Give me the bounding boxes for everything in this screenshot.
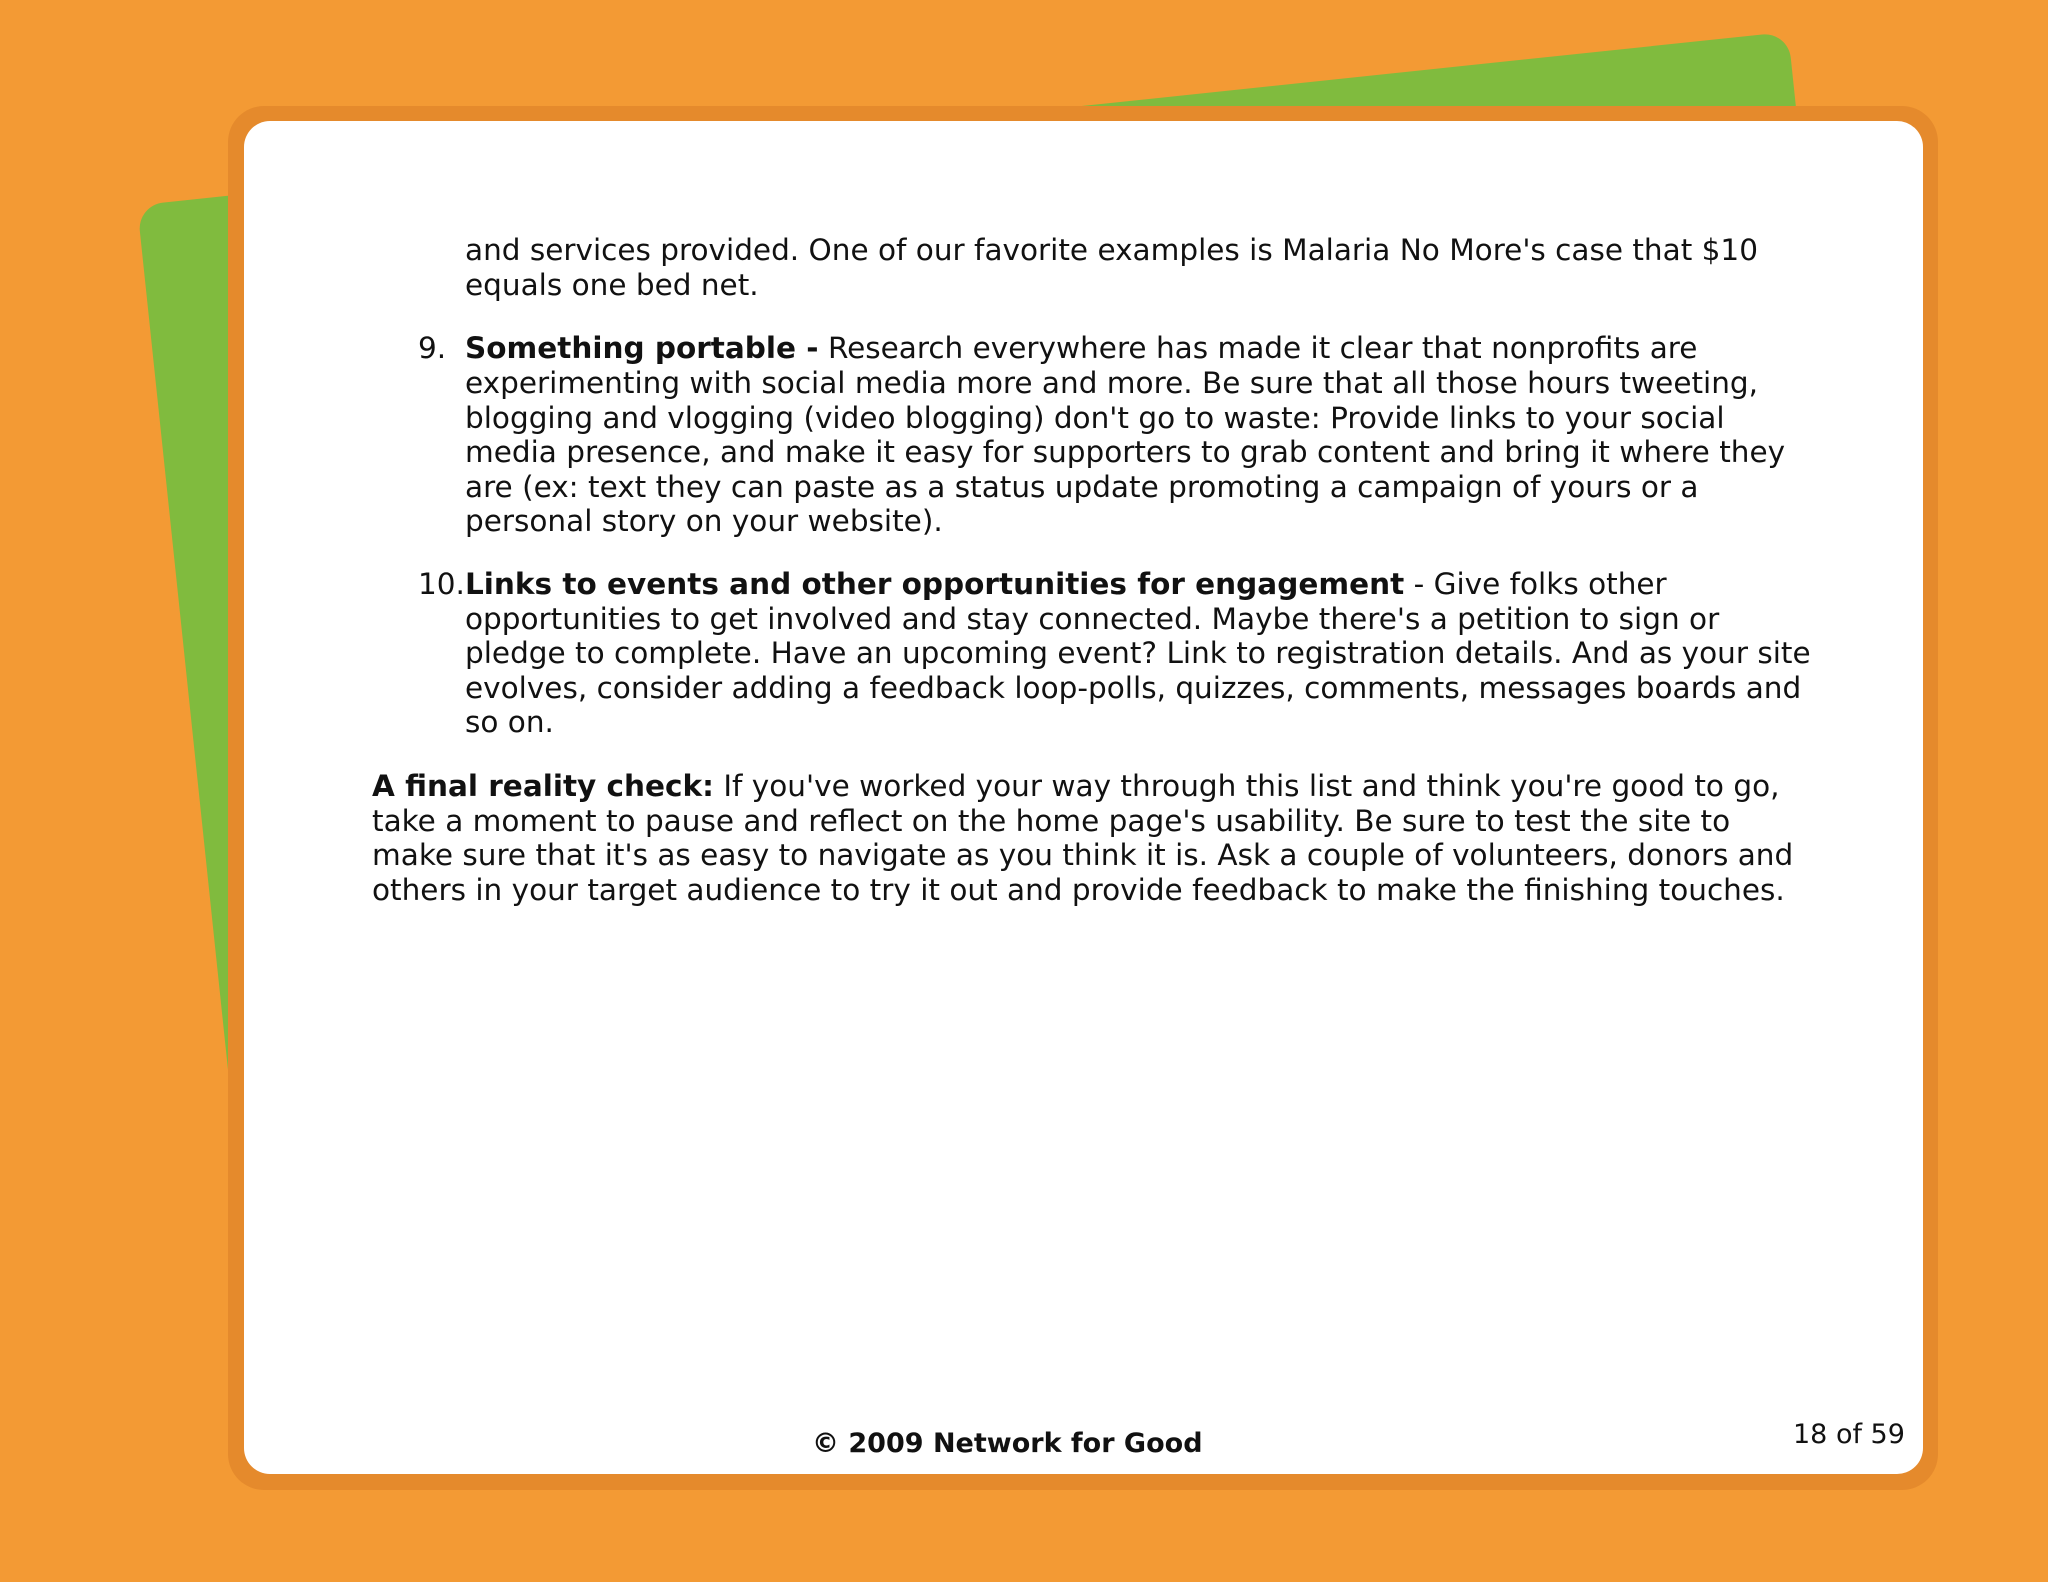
item9-line-1-text: Research everywhere has made it clear that nonprofits are [818, 331, 1698, 365]
item10-line-2: opportunities to get involved and stay connected. Maybe there's a petition to sign or [465, 602, 1720, 636]
item9-line-4: media presence, and make it easy for supporters to grab content and bring it where they [465, 435, 1786, 469]
intro-line-2: equals one bed net. [465, 268, 759, 302]
final-line-1-text: If you've worked your way through this list and think you're good to go, [713, 769, 1780, 803]
final-line-3: make sure that it's as easy to navigate as you think it is. Ask a couple of volunteers, donors and [372, 838, 1794, 872]
list-number-10: 10. [418, 567, 465, 601]
final-line-2: take a moment to pause and reflect on the home page's usability. Be sure to test the site to [372, 804, 1731, 838]
item9-line-6: personal story on your website). [465, 504, 943, 538]
item10-line-4: evolves, consider adding a feedback loop-polls, quizzes, comments, messages boards and [465, 671, 1802, 705]
final-line-4: others in your target audience to try it out and provide feedback to make the finishing touches. [372, 873, 1785, 907]
item9-line-1 [465, 331, 1785, 366]
item10-line-5: so on. [465, 705, 554, 739]
item9-title: Something portable - [465, 331, 819, 365]
copyright-footer: © 2009 Network for Good [812, 1428, 1203, 1459]
list-number-9: 9. [418, 331, 447, 365]
item9-line-3: blogging and vlogging (video blogging) don't go to waste: Provide links to your social [465, 401, 1725, 435]
item10-title: Links to events and other opportunities for engagement [465, 567, 1405, 601]
final-title: A final reality check: [372, 769, 714, 803]
item10-line-1 [465, 567, 1785, 602]
item10-line-3: pledge to complete. Have an upcoming event? Link to registration details. And as your site [465, 636, 1811, 670]
item9-line-2: experimenting with social media more and more. Be sure that all those hours tweeting, [465, 366, 1759, 400]
page-indicator: 18 of 59 [1793, 1419, 1905, 1450]
final-line-1 [372, 769, 1782, 804]
item9-line-5: are (ex: text they can paste as a status update promoting a campaign of yours or a [465, 470, 1699, 504]
intro-line-1: and services provided. One of our favorite examples is Malaria No More's case that $10 [465, 233, 1758, 267]
item10-line-1-text: - Give folks other [1404, 567, 1667, 601]
